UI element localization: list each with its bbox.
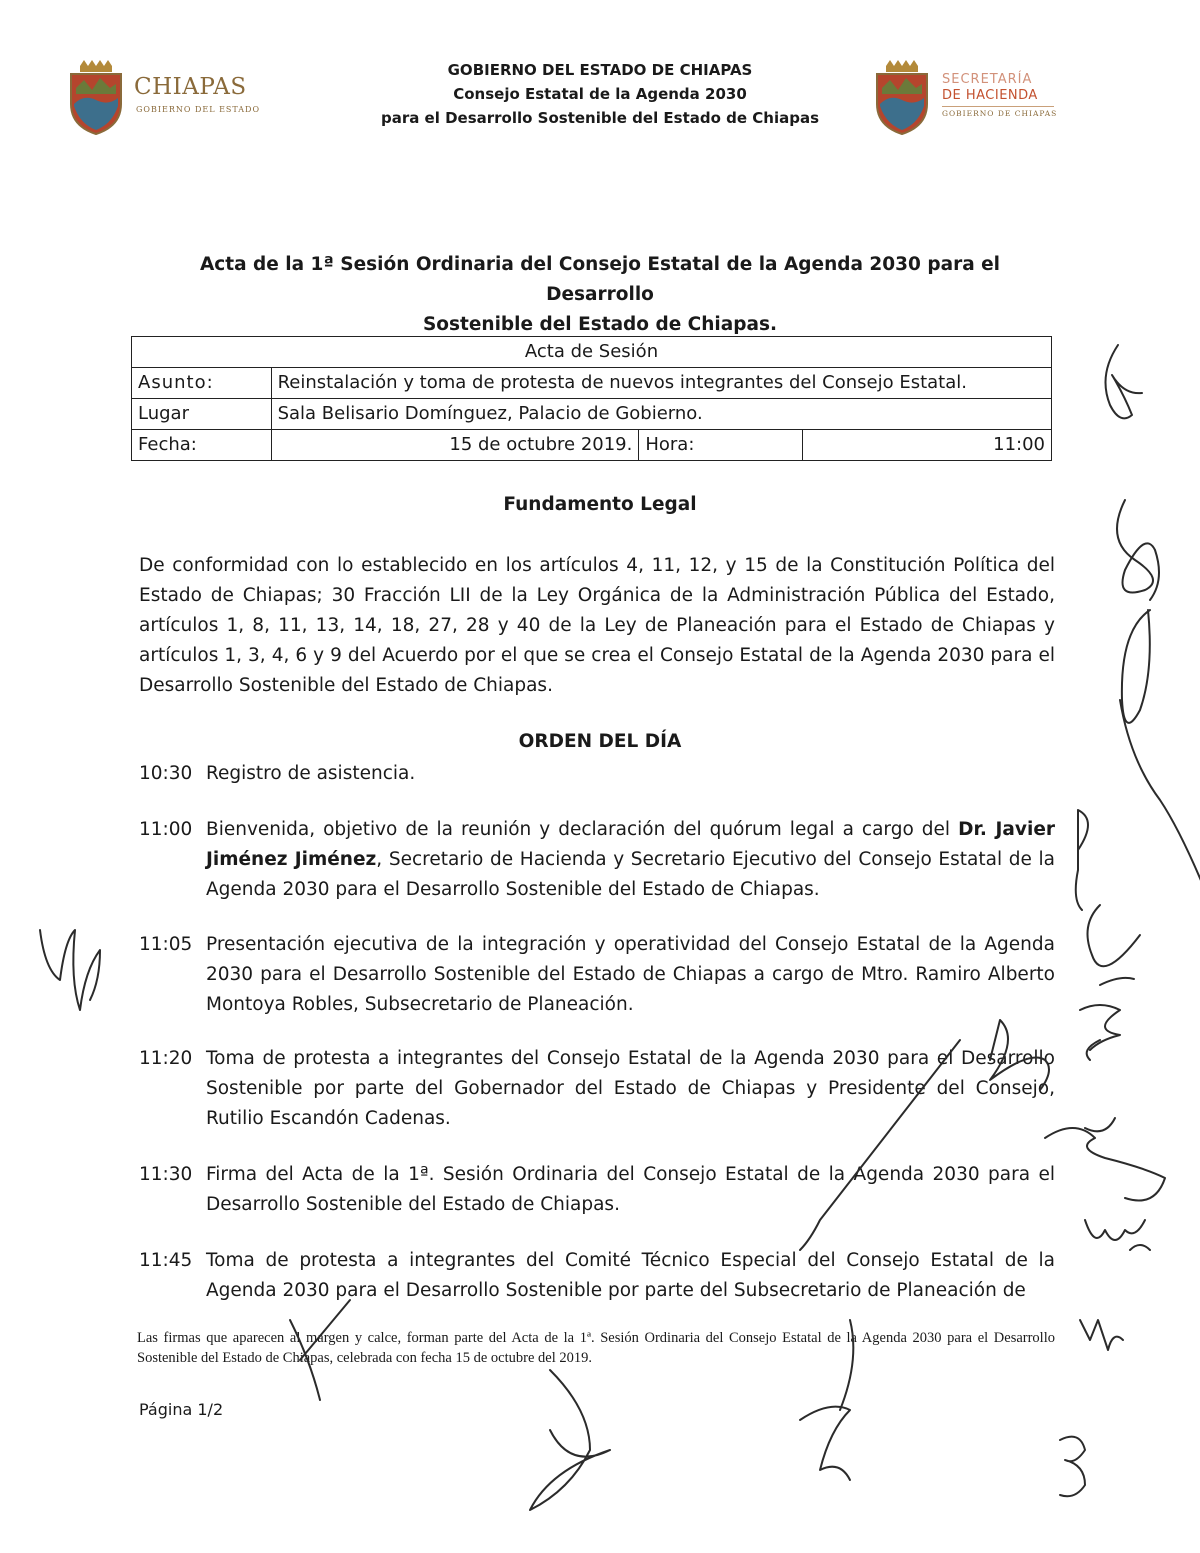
header-line-government: GOBIERNO DEL ESTADO DE CHIAPAS (447, 61, 753, 79)
hacienda-logo-line2: DE HACIENDA (942, 88, 1038, 103)
signature-mark (1060, 1437, 1085, 1497)
hacienda-logo (872, 58, 1082, 140)
agenda-description: Firma del Acta de la 1ª. Sesión Ordinaria del Consejo Estatal de la Agenda 2030 para el Desarrollo Sostenible del Estado de Chiapas. (206, 1164, 1055, 1215)
agenda-time: 11:30 (139, 1164, 193, 1185)
lugar-label: Lugar (132, 399, 272, 430)
table-row (132, 337, 1052, 368)
agenda-item (139, 1160, 1055, 1220)
table-header-cell: Acta de Sesión (132, 337, 1052, 368)
agenda-item (139, 1044, 1055, 1134)
asunto-label: Asunto: (132, 368, 272, 399)
signature-mark (1106, 345, 1143, 418)
chiapas-coat-of-arms-icon (66, 58, 126, 138)
hora-label: Hora: (639, 430, 803, 461)
title-line-2: Sostenible del Estado de Chiapas. (422, 314, 778, 335)
lugar-value: Sala Belisario Domínguez, Palacio de Gobierno. (271, 399, 1051, 430)
title-line-1: Acta de la 1ª Sesión Ordinaria del Consejo Estatal de la Agenda 2030 para el Desarrollo (199, 254, 1001, 305)
agenda-description: Bienvenida, objetivo de la reunión y declaración del quórum legal a cargo del Dr. Javier Jiménez Jiménez, Secretario de Hacienda y Secretario Ejecutivo del Consejo Estatal de la Agenda 2030 para el Desarrollo Sostenible del Estado de Chiapas. (206, 819, 1055, 900)
signature-mark (1122, 610, 1150, 723)
agenda-item (139, 759, 1055, 789)
agenda-description: Toma de protesta a integrantes del Consejo Estatal de la Agenda 2030 para el Desarrollo Sostenible por parte del Gobernador del Estado de Chiapas y Presidente del Consejo, Rutilio Escandón Cadenas. (206, 1048, 1055, 1129)
signature-mark (1045, 1118, 1165, 1201)
signature-mark (1080, 1320, 1123, 1350)
signature-mark (40, 930, 100, 1010)
page-number: Página 1/2 (139, 1400, 224, 1419)
fundamento-heading: Fundamento Legal (503, 494, 697, 515)
table-row (132, 430, 1052, 461)
header-line-council: Consejo Estatal de la Agenda 2030 (453, 85, 747, 103)
hacienda-logo-divider (942, 106, 1054, 107)
table-row (132, 399, 1052, 430)
signature-mark (1117, 500, 1159, 600)
hacienda-coat-of-arms-icon (872, 58, 932, 138)
fecha-label: Fecha: (132, 430, 272, 461)
header-line-development: para el Desarrollo Sostenible del Estado de Chiapas (380, 109, 820, 127)
agenda-time: 11:20 (139, 1048, 193, 1069)
fecha-value: 15 de octubre 2019. (271, 430, 639, 461)
table-row (132, 368, 1052, 399)
orden-heading: ORDEN DEL DÍA (518, 731, 682, 752)
agenda-item (139, 1246, 1055, 1306)
agenda-description: Toma de protesta a integrantes del Comité Técnico Especial del Consejo Estatal de la Agenda 2030 para el Desarrollo Sostenible por parte del Subsecretario de Planeación de (206, 1250, 1055, 1301)
signature-mark (1076, 810, 1088, 910)
agenda-description: Presentación ejecutiva de la integración y operatividad del Consejo Estatal de la Agenda 2030 para el Desarrollo Sostenible del Estado de Chiapas a cargo de Mtro. Ramiro Alberto Montoya Robles, Subsecretario de Planeación. (206, 934, 1055, 1015)
fundamento-paragraph: De conformidad con lo establecido en los artículos 4, 11, 12, y 15 de la Constitución Política del Estado de Chiapas; 30 Fracción LII de la Ley Orgánica de la Administración Pública del Estado, artículos 1, 8, 11, 13, 14, 18, 27, 28 y 40 de la Ley de Planeación para el Estado de Chiapas y artículos 1, 3, 4, 6 y 9 del Acuerdo por el que se crea el Consejo Estatal de la Agenda 2030 para el Desarrollo Sostenible del Estado de Chiapas. (139, 555, 1055, 696)
document-header (370, 58, 830, 130)
chiapas-logo-subtitle: GOBIERNO DEL ESTADO (136, 105, 261, 114)
chiapas-logo-text: CHIAPAS (134, 74, 247, 100)
hacienda-logo-line1: SECRETARÍA (942, 72, 1033, 87)
agenda-time: 11:05 (139, 934, 193, 955)
agenda-time: 11:00 (139, 819, 193, 840)
hacienda-logo-line3: GOBIERNO DE CHIAPAS (942, 109, 1058, 118)
agenda-item (139, 930, 1055, 1020)
agenda-description: Registro de asistencia. (206, 763, 416, 784)
agenda-time: 11:45 (139, 1250, 193, 1271)
chiapas-logo (66, 58, 276, 140)
signature-mark (1080, 1005, 1120, 1050)
session-info-table (131, 336, 1052, 461)
hora-value: 11:00 (803, 430, 1052, 461)
asunto-value: Reinstalación y toma de protesta de nuevos integrantes del Consejo Estatal. (271, 368, 1051, 399)
agenda-time: 10:30 (139, 763, 193, 784)
agenda-item (139, 815, 1055, 905)
signature-mark (530, 1370, 610, 1510)
document-title (150, 250, 1050, 340)
signature-mark (1120, 700, 1200, 890)
speaker-name: Dr. Javier Jiménez Jiménez (206, 819, 1055, 870)
signature-mark (1088, 905, 1141, 985)
signature-mark (800, 1407, 850, 1480)
signature-footnote: Las firmas que aparecen al margen y calce, forman parte del Acta de la 1ª. Sesión Ordinaria del Consejo Estatal de la Agenda 2030 para el Desarrollo Sostenible del Estado de Chiapas, celebrada con fecha 15 de octubre del 2019. (137, 1330, 1055, 1366)
signature-mark (1085, 1220, 1150, 1250)
